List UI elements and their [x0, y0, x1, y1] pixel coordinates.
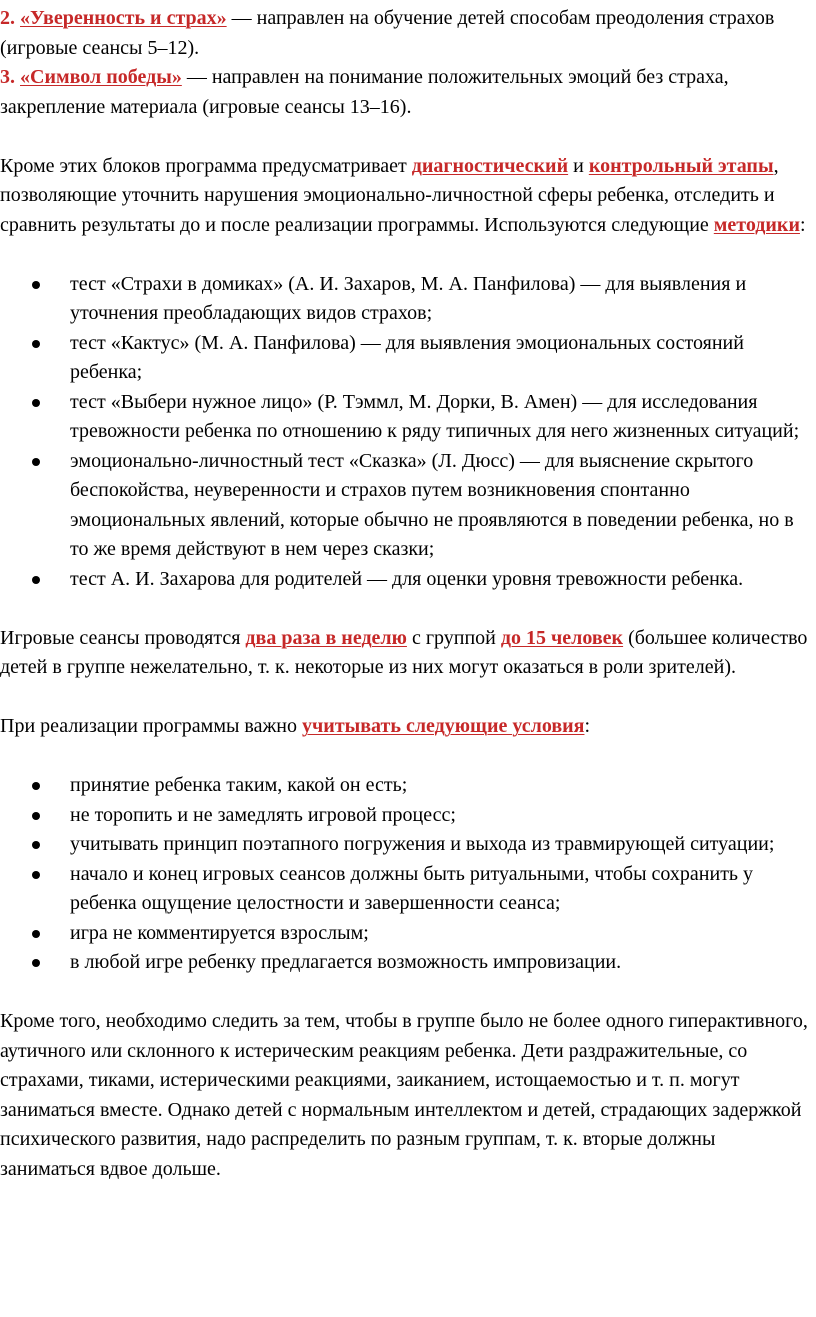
conditions-list [0, 771, 814, 978]
document-page [0, 4, 814, 1184]
bullet-icon [32, 930, 40, 938]
text-run: с группой [406, 626, 501, 649]
block-3-title: «Символ победы» [20, 66, 182, 88]
list-item [0, 919, 814, 949]
text-run: При реализации программы важно [0, 715, 303, 737]
list-item-text: в любой игре ребенку предлагается возможность импровизации. [70, 951, 622, 973]
list-item-text: эмоционально-личностный тест «Сказка» (Л. Дюсс) — для выяснение скрытого беспокойства, неуверенности и страхов путем возникновения спонтанно эмоциональных явлений, которые обычно не проявляются в поведении ребенка, но в то же время действуют в нем через сказки; [70, 449, 794, 560]
text-run: : [584, 715, 591, 737]
list-item-text: не торопить и не замедлять игровой процесс; [70, 803, 456, 826]
highlight-diagnostic: диагностический [411, 154, 569, 177]
bullet-icon [32, 959, 40, 967]
list-item-text: игра не комментируется взрослым; [70, 921, 369, 944]
list-item-text: учитывать принцип поэтапного погружения и выхода из травмирующей ситуации; [70, 833, 775, 855]
list-item-text: принятие ребенка таким, какой он есть; [70, 774, 408, 796]
list-item [0, 447, 814, 565]
highlight-conditions: учитывать следующие условия [302, 715, 585, 737]
block-2-number: 2. [0, 7, 20, 29]
highlight-twice-weekly: два раза в неделю [245, 626, 407, 649]
text-run: Игровые сеансы проводятся [0, 626, 246, 649]
block-2-title: «Уверенность и страх» [20, 7, 227, 29]
list-item-text: тест «Выбери нужное лицо» (Р. Тэммл, М. Дорки, В. Амен) — для исследования тревожности ребенка по отношению к ряду типичных для него жизненных ситуаций; [70, 390, 800, 442]
block-3-number: 3. [0, 66, 20, 88]
highlight-group-size: до 15 человек [500, 626, 624, 649]
bullet-icon [32, 812, 40, 820]
list-item [0, 801, 814, 831]
list-item [0, 771, 814, 801]
bullet-icon [32, 281, 40, 289]
spacer [0, 122, 814, 152]
highlight-control-stages: контрольный этапы [588, 154, 774, 177]
bullet-icon [32, 340, 40, 348]
block-2-text: — направлен на обучение детей способам преодоления страхов (игровые сеансы 5–12). [0, 7, 775, 59]
text-run: (большее количество детей в группе нежелательно, т. к. некоторые из них могут оказаться в роли зрителей). [0, 626, 808, 678]
conditions-intro-paragraph [0, 712, 814, 742]
list-item [0, 860, 814, 919]
list-item [0, 830, 814, 860]
text-run: , позволяющие уточнить нарушения эмоционально-личностной сферы ребенка, отследить и сравнить результаты до и после реализации программы. Используются следующие [0, 154, 779, 236]
methods-list [0, 270, 814, 595]
bullet-icon [32, 841, 40, 849]
bullet-icon [32, 576, 40, 584]
block-3-paragraph [0, 63, 814, 122]
closing-paragraph: Кроме того, необходимо следить за тем, чтобы в группе было не более одного гиперактивного, аутичного или склонного к истерическим реакциям ребенка. Дети раздражительные, со страхами, тиками, истерическими реакциями, заиканием, истощаемостью и т. п. могут заниматься вместе. Однако детей с нормальным интеллектом и детей, страдающих задержкой психического развития, надо распределить по разным группам, т. к. вторые должны заниматься вдвое дольше. [0, 1010, 808, 1180]
list-item [0, 388, 814, 447]
sessions-paragraph [0, 624, 814, 683]
spacer [0, 594, 814, 624]
spacer [0, 240, 814, 270]
bullet-icon [32, 458, 40, 466]
list-item-text: начало и конец игровых сеансов должны быть ритуальными, чтобы сохранить у ребенка ощущение целостности и завершенности сеанса; [70, 862, 754, 914]
highlight-methods: методики [713, 213, 800, 236]
bullet-icon [32, 399, 40, 407]
block-2-paragraph [0, 4, 814, 63]
list-item [0, 329, 814, 388]
spacer [0, 683, 814, 713]
block-3-text: — направлен на понимание положительных эмоций без страха, закрепление материала (игровые сеансы 13–16). [0, 66, 729, 118]
list-item [0, 565, 814, 595]
list-item-text: тест А. И. Захарова для родителей — для оценки уровня тревожности ребенка. [70, 567, 744, 590]
bullet-icon [32, 782, 40, 790]
spacer [0, 978, 814, 1008]
text-run: Кроме этих блоков программа предусматривает [0, 154, 412, 177]
text-run: и [568, 154, 589, 177]
program-paragraph [0, 152, 814, 241]
list-item [0, 270, 814, 329]
text-run: : [799, 213, 806, 236]
spacer [0, 742, 814, 772]
list-item-text: тест «Кактус» (М. А. Панфилова) — для выявления эмоциональных состояний ребенка; [70, 331, 744, 383]
list-item [0, 948, 814, 978]
bullet-icon [32, 871, 40, 879]
list-item-text: тест «Страхи в домиках» (А. И. Захаров, М. А. Панфилова) — для выявления и уточнения преобладающих видов страхов; [70, 272, 747, 324]
